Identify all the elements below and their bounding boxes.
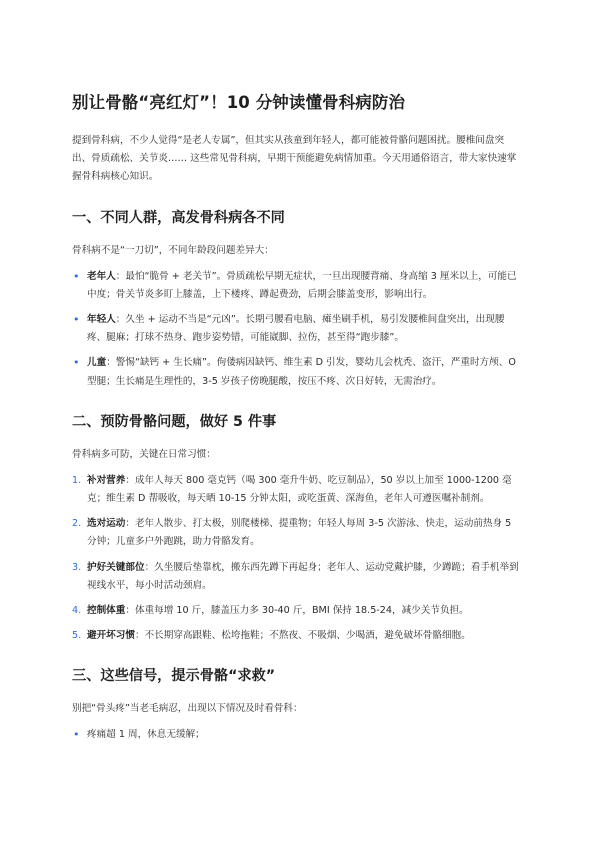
item-text: 疼痛超 1 周，休息无缓解；	[87, 729, 205, 741]
warning-signs-list	[72, 726, 523, 744]
number-marker: 2.	[72, 518, 82, 530]
item-text: ：警惕“缺钙 + 生长痛”。佝偻病因缺钙、维生素 D 引发，婴幼儿会枕秃、盗汗，严重时方颅、O 型腿；生长痛是生理性的，3-5 岁孩子傍晚腿酸，按压不疼、次日好转，无需治疗。	[87, 357, 516, 387]
item-label: 补对营养	[87, 474, 126, 486]
item-label: 护好关键部位	[87, 561, 145, 573]
number-marker: 4.	[72, 605, 82, 617]
item-text: ：久坐 + 运动不当是“元凶”。长期弓腰看电脑、瘫坐刷手机，易引发腰椎间盘突出，出现腰疼、腿麻；打球不热身、跑步姿势错，可能崴脚、拉伤，甚至得“跑步膝”。	[87, 314, 505, 344]
bullet-marker: •	[73, 728, 80, 742]
item-text: ：最怕“脆骨 + 老关节”。骨质疏松早期无症状，一旦出现腰背痛、身高缩 3 厘米以上，可能已中度；骨关节炎多盯上膝盖，上下楼疼、蹲起费劲，后期会膝盖变形，影响出行。	[87, 270, 517, 300]
list-item	[72, 472, 523, 508]
list-item	[72, 311, 523, 347]
item-label: 选对运动	[87, 518, 126, 530]
item-text: ：不长期穿高跟鞋、松垮拖鞋；不熬夜、不吸烟、少喝酒，避免破坏骨骼细胞。	[134, 630, 471, 642]
list-item	[72, 268, 523, 304]
section-intro-prevention: 骨科病多可防，关键在日常习惯：	[72, 448, 216, 460]
item-label: 年轻人	[87, 314, 116, 326]
list-item	[72, 627, 523, 645]
bullet-marker: •	[73, 313, 80, 327]
section-intro-warning-signs: 别把“骨头疼”当老毛病忍，出现以下情况及时看骨科：	[72, 703, 303, 715]
item-label: 儿童	[87, 357, 107, 369]
list-item	[72, 515, 523, 551]
item-label: 老年人	[87, 270, 116, 282]
list-item	[72, 602, 523, 620]
section-heading-warning-signs: 三、这些信号，提示骨骼“求救”	[72, 668, 276, 685]
item-text: ：成年人每天 800 毫克钙（喝 300 毫升牛奶、吃豆制品），50 岁以上加至 1000-1200 毫克；维生素 D 帮吸收，每天晒 10-15 分钟太阳，或吃蛋黄、深海鱼，老年人可遵医嘱补制剂。	[87, 474, 512, 505]
section-intro-groups: 骨科病不是“一刀切”，不同年龄段问题差异大：	[72, 244, 274, 256]
number-marker: 5.	[72, 630, 82, 642]
intro-paragraph: 提到骨科病，不少人觉得“是老人专属”，但其实从孩童到年轻人，都可能被骨骼问题困扰。腰椎间盘突出、骨质疏松、关节炎…… 这些常见骨科病，早期干预能避免病情加重。今天用通俗语言，带大家快速掌握骨科病核心知识。	[72, 135, 517, 183]
bullet-marker: •	[73, 356, 80, 370]
number-marker: 1.	[72, 474, 82, 486]
section-heading-prevention: 二、预防骨骼问题，做好 5 件事	[72, 413, 277, 430]
bullet-marker: •	[73, 269, 80, 283]
section-heading-groups: 一、不同人群，高发骨科病各不同	[72, 209, 285, 226]
item-text: ：老年人散步、打太极，别爬楼梯、提重物；年轻人每周 3-5 次游泳、快走，运动前热身 5 分钟；儿童多户外跑跳，助力骨骼发育。	[87, 518, 512, 548]
item-text: ：体重每增 10 斤，膝盖压力多 30-40 斤，BMI 保持 18.5-24，减少关节负担。	[125, 605, 469, 617]
item-text: ：久坐腰后垫靠枕，搬东西先蹲下再起身；老年人、运动党戴护膝，少蹲跪；看手机举到视线水平，每小时活动颈肩。	[87, 561, 519, 591]
list-item	[72, 559, 523, 595]
prevention-list	[72, 472, 523, 646]
document-title: 别让骨骼“亮红灯”！10 分钟读懂骨科病防治	[72, 93, 406, 112]
item-label: 避开坏习惯	[87, 630, 135, 642]
list-item	[72, 354, 523, 390]
item-label: 控制体重	[87, 605, 126, 617]
groups-list	[72, 268, 523, 391]
list-item	[72, 726, 523, 744]
number-marker: 3.	[72, 561, 82, 573]
